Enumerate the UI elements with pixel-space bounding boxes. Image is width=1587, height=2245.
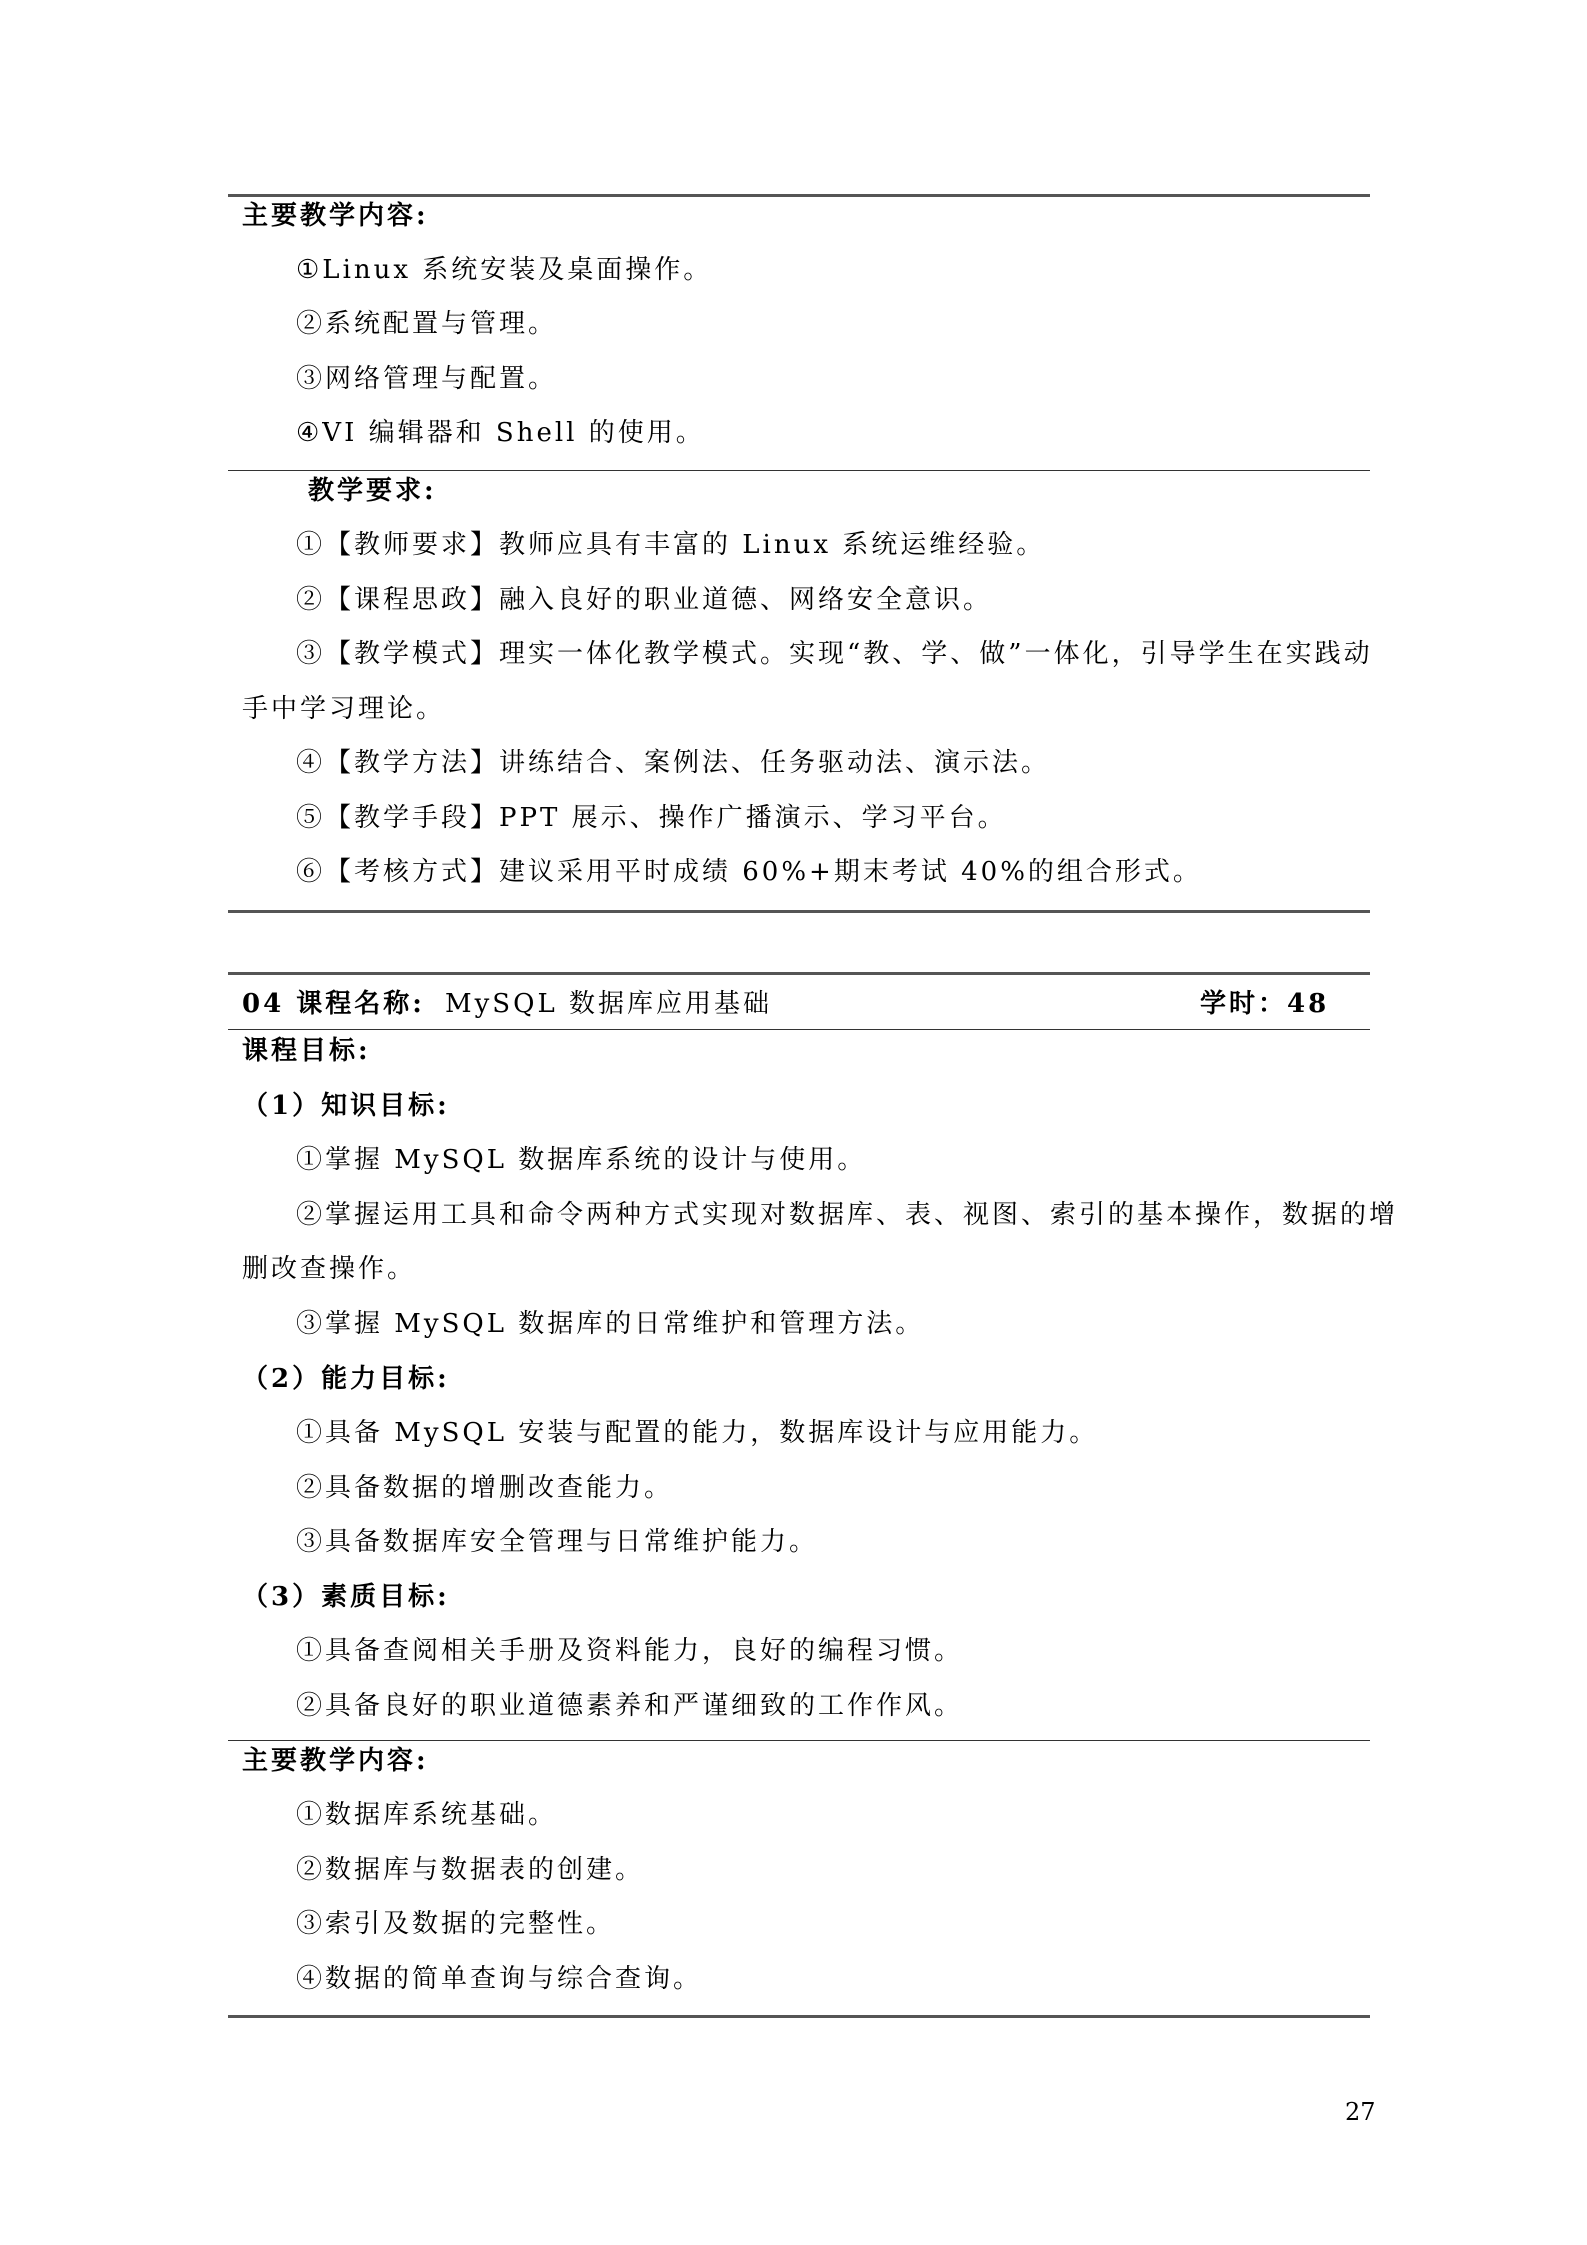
divider [228, 1740, 1370, 1741]
course-name: MySQL 数据库应用基础 [445, 989, 772, 1019]
ability-item: ③具备数据库安全管理与日常维护能力。 [296, 1527, 819, 1557]
section-2 [228, 0, 1399, 2040]
content-title: 主要教学内容: [242, 201, 429, 231]
knowledge-goals-title: （1）知识目标: [242, 1091, 450, 1121]
ability-item: ②具备数据的增删改查能力。 [296, 1473, 674, 1503]
content-item: ①数据库系统基础。 [296, 1800, 558, 1830]
requirements-title: 教学要求: [308, 476, 437, 506]
knowledge-item-continued: 删改查操作。 [242, 1254, 417, 1284]
content-item: ②系统配置与管理。 [296, 309, 558, 339]
content-item: ④VI 编辑器和 Shell 的使用。 [296, 418, 705, 448]
content-title: 主要教学内容: [242, 1746, 429, 1776]
requirement-item: ③【教学模式】理实一体化教学模式。实现“教、学、做”一体化，引导学生在实践动 [296, 639, 1373, 669]
section-end-rule [228, 2015, 1370, 2018]
page-number: 27 [1345, 2098, 1376, 2126]
requirement-item: ⑤【教学手段】PPT 展示、操作广播演示、学习平台。 [296, 803, 1007, 833]
requirement-item: ⑥【考核方式】建议采用平时成绩 60%+期末考试 40%的组合形式。 [296, 857, 1202, 887]
course-hours: 学时：48 [1200, 989, 1330, 1019]
goals-title: 课程目标: [242, 1036, 371, 1066]
content-item: ④数据的简单查询与综合查询。 [296, 1964, 703, 1994]
knowledge-item: ②掌握运用工具和命令两种方式实现对数据库、表、视图、索引的基本操作，数据的增 [296, 1200, 1399, 1230]
quality-goals-title: （3）素质目标: [242, 1582, 450, 1612]
ability-item: ①具备 MySQL 安装与配置的能力，数据库设计与应用能力。 [296, 1418, 1099, 1448]
content-item: ①Linux 系统安装及桌面操作。 [296, 255, 713, 285]
requirement-item-continued: 手中学习理论。 [242, 694, 446, 724]
knowledge-item: ①掌握 MySQL 数据库系统的设计与使用。 [296, 1145, 867, 1175]
content-item: ③网络管理与配置。 [296, 364, 558, 394]
ability-goals-title: （2）能力目标: [242, 1364, 450, 1394]
requirement-item: ①【教师要求】教师应具有丰富的 Linux 系统运维经验。 [296, 530, 1046, 560]
quality-item: ②具备良好的职业道德素养和严谨细致的工作作风。 [296, 1691, 964, 1721]
requirement-item: ②【课程思政】融入良好的职业道德、网络安全意识。 [296, 585, 993, 615]
content-item: ③索引及数据的完整性。 [296, 1909, 616, 1939]
content-item: ②数据库与数据表的创建。 [296, 1855, 645, 1885]
course-label: 04 课程名称: [242, 989, 425, 1019]
knowledge-item: ③掌握 MySQL 数据库的日常维护和管理方法。 [296, 1309, 925, 1339]
requirement-item: ④【教学方法】讲练结合、案例法、任务驱动法、演示法。 [296, 748, 1051, 778]
quality-item: ①具备查阅相关手册及资料能力，良好的编程习惯。 [296, 1636, 964, 1666]
